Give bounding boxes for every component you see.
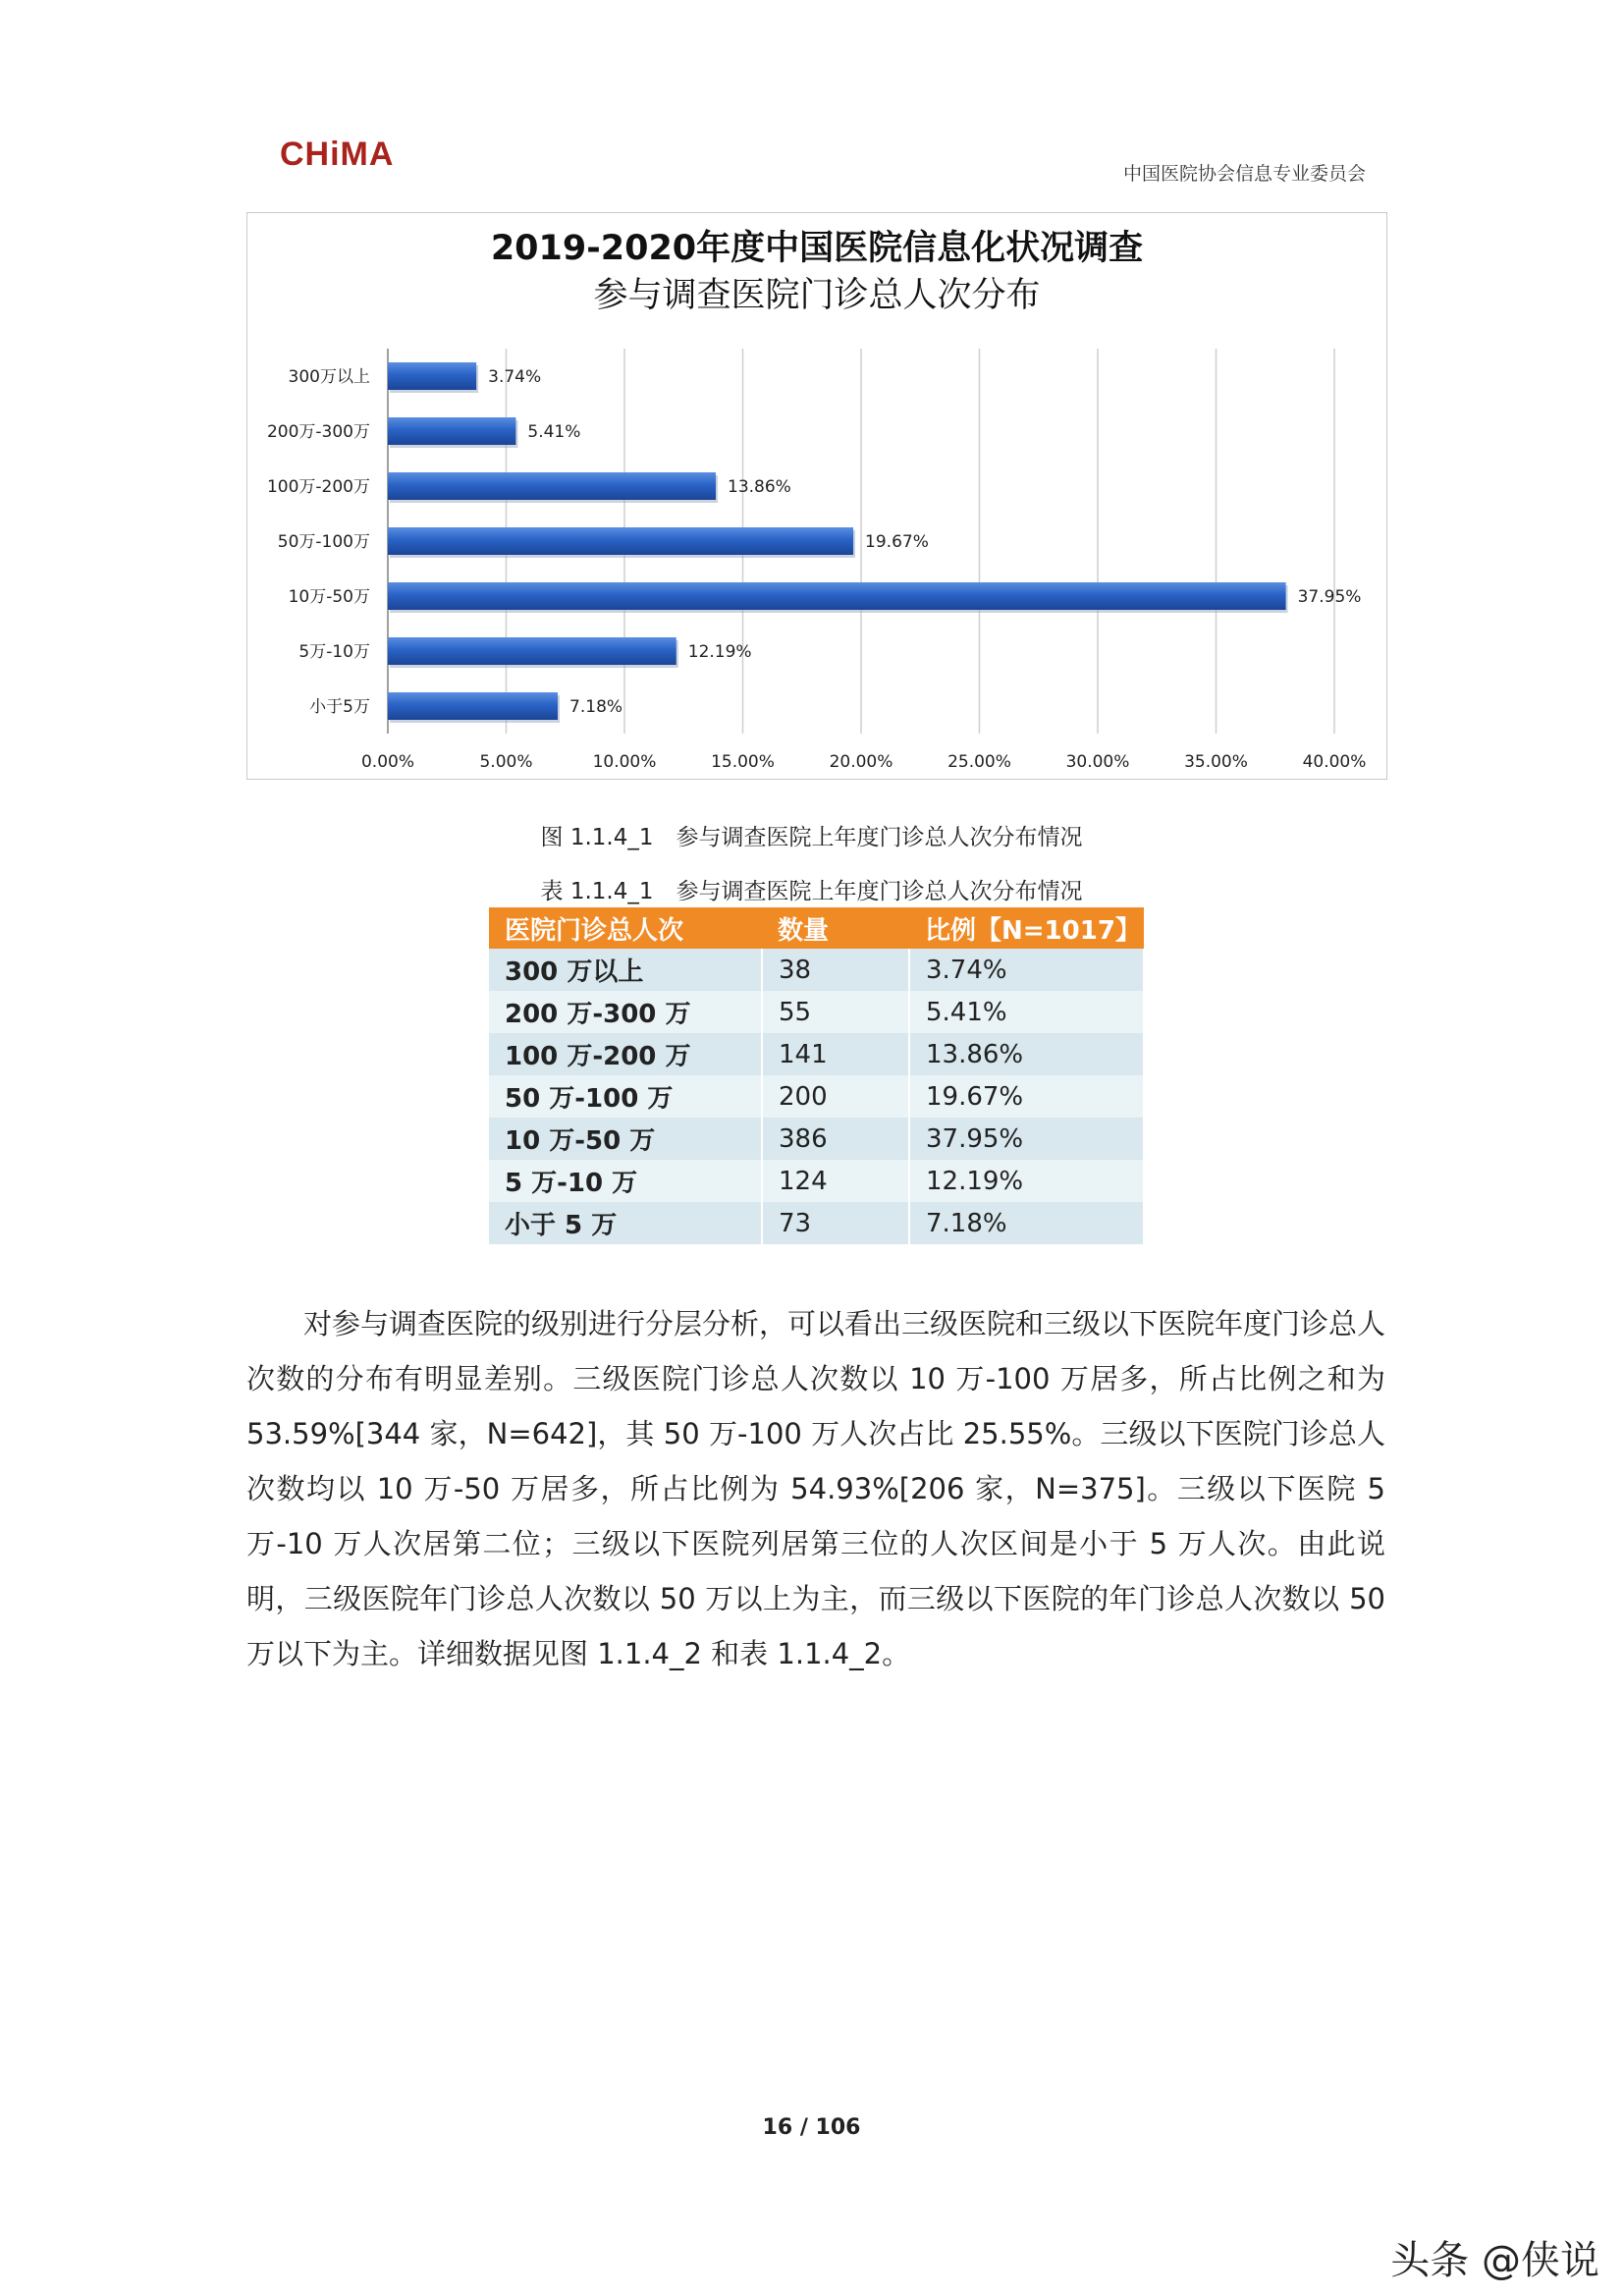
chart-title: 2019-2020年度中国医院信息化状况调查 (490, 229, 1144, 268)
cell-ratio: 19.67% (909, 1075, 1144, 1118)
table-caption: 表 1.1.4_1 参与调查医院上年度门诊总人次分布情况 (540, 879, 1083, 904)
cell-count: 200 (762, 1075, 909, 1118)
bar (388, 692, 558, 720)
chart-subtitle: 参与调查医院门诊总人次分布 (593, 276, 1041, 315)
value-label: 13.86% (728, 477, 791, 497)
figure-caption: 图 1.1.4_1 参与调查医院上年度门诊总人次分布情况 (540, 825, 1083, 850)
bar (388, 637, 676, 665)
bar (388, 417, 515, 445)
bar (388, 582, 1286, 610)
x-tick-label: 40.00% (1302, 752, 1367, 772)
bar (388, 527, 853, 555)
table-row (489, 1033, 1144, 1075)
cell-ratio: 13.86% (909, 1033, 1144, 1075)
cell-count: 73 (762, 1202, 909, 1244)
bar (388, 472, 716, 500)
table-row (489, 949, 1144, 991)
x-tick-label: 35.00% (1184, 752, 1248, 772)
table-row (489, 1160, 1144, 1202)
distribution-table (489, 907, 1145, 1244)
category-label: 50万-100万 (277, 532, 370, 552)
category-label: 200万-300万 (266, 422, 370, 442)
x-tick-label: 15.00% (711, 752, 775, 772)
table-row (489, 991, 1144, 1033)
value-label: 7.18% (569, 697, 623, 717)
cell-count: 386 (762, 1118, 909, 1160)
cell-range: 200 万-300 万 (489, 991, 762, 1033)
value-label: 5.41% (527, 422, 581, 442)
analysis-paragraph: 对参与调查医院的级别进行分层分析，可以看出三级医院和三级以下医院年度门诊总人次数的分布有明显差别。三级医院门诊总人次数以 10 万-100 万居多，所占比例之和为 53.59%[344 家，N=642]，其 50 万-100 万人次占比 25.55%。三级以下医院门诊总人次数均以 10 万-50 万居多，所占比例为 54.93%[206 家，N=375]。三级以下医院 5 万-10 万人次居第二位；三级以下医院列居第三位的人次区间是小于 5 万人次。由此说明，三级医院年门诊总人次数以 50 万以上为主，而三级以下医院的年门诊总人次数以 50 万以下为主。详细数据见图 1.1.4_2 和表 1.1.4_2。 (246, 1307, 1386, 1670)
value-label: 19.67% (865, 532, 929, 552)
cell-ratio: 37.95% (909, 1118, 1144, 1160)
page-number: 16 / 106 (762, 2115, 861, 2140)
cell-ratio: 12.19% (909, 1160, 1144, 1202)
cell-ratio: 7.18% (909, 1202, 1144, 1244)
cell-range: 300 万以上 (489, 949, 762, 991)
chart-container (246, 212, 1387, 780)
cell-count: 38 (762, 949, 909, 991)
x-tick-label: 25.00% (947, 752, 1011, 772)
cell-ratio: 5.41% (909, 991, 1144, 1033)
cell-count: 141 (762, 1033, 909, 1075)
header-ratio: 比例【N=1017】 (909, 907, 1144, 949)
cell-ratio: 3.74% (909, 949, 1144, 991)
cell-count: 124 (762, 1160, 909, 1202)
cell-range: 小于 5 万 (489, 1202, 762, 1244)
category-label: 100万-200万 (266, 477, 370, 497)
x-tick-label: 10.00% (592, 752, 657, 772)
watermark: 头条 @侠说 (1390, 2238, 1599, 2283)
chima-logo: CHiMA (280, 136, 395, 173)
bar-chart (247, 213, 1386, 779)
table-row (489, 1202, 1144, 1244)
cell-range: 100 万-200 万 (489, 1033, 762, 1075)
organization-name: 中国医院协会信息专业委员会 (1122, 163, 1366, 185)
value-label: 37.95% (1297, 587, 1362, 607)
category-label: 小于5万 (309, 697, 370, 717)
header-count: 数量 (762, 907, 909, 949)
x-tick-label: 5.00% (479, 752, 533, 772)
table-header-row (489, 907, 1144, 949)
x-tick-label: 30.00% (1065, 752, 1130, 772)
table-row (489, 1118, 1144, 1160)
cell-range: 5 万-10 万 (489, 1160, 762, 1202)
bar (388, 362, 476, 390)
value-label: 12.19% (687, 642, 752, 662)
header-range: 医院门诊总人次 (489, 907, 762, 949)
category-label: 10万-50万 (288, 587, 370, 607)
category-label: 300万以上 (288, 367, 370, 387)
x-tick-label: 0.00% (360, 752, 415, 772)
x-tick-label: 20.00% (829, 752, 893, 772)
category-label: 5万-10万 (298, 642, 370, 662)
cell-range: 50 万-100 万 (489, 1075, 762, 1118)
cell-range: 10 万-50 万 (489, 1118, 762, 1160)
cell-count: 55 (762, 991, 909, 1033)
value-label: 3.74% (488, 367, 542, 387)
table-row (489, 1075, 1144, 1118)
